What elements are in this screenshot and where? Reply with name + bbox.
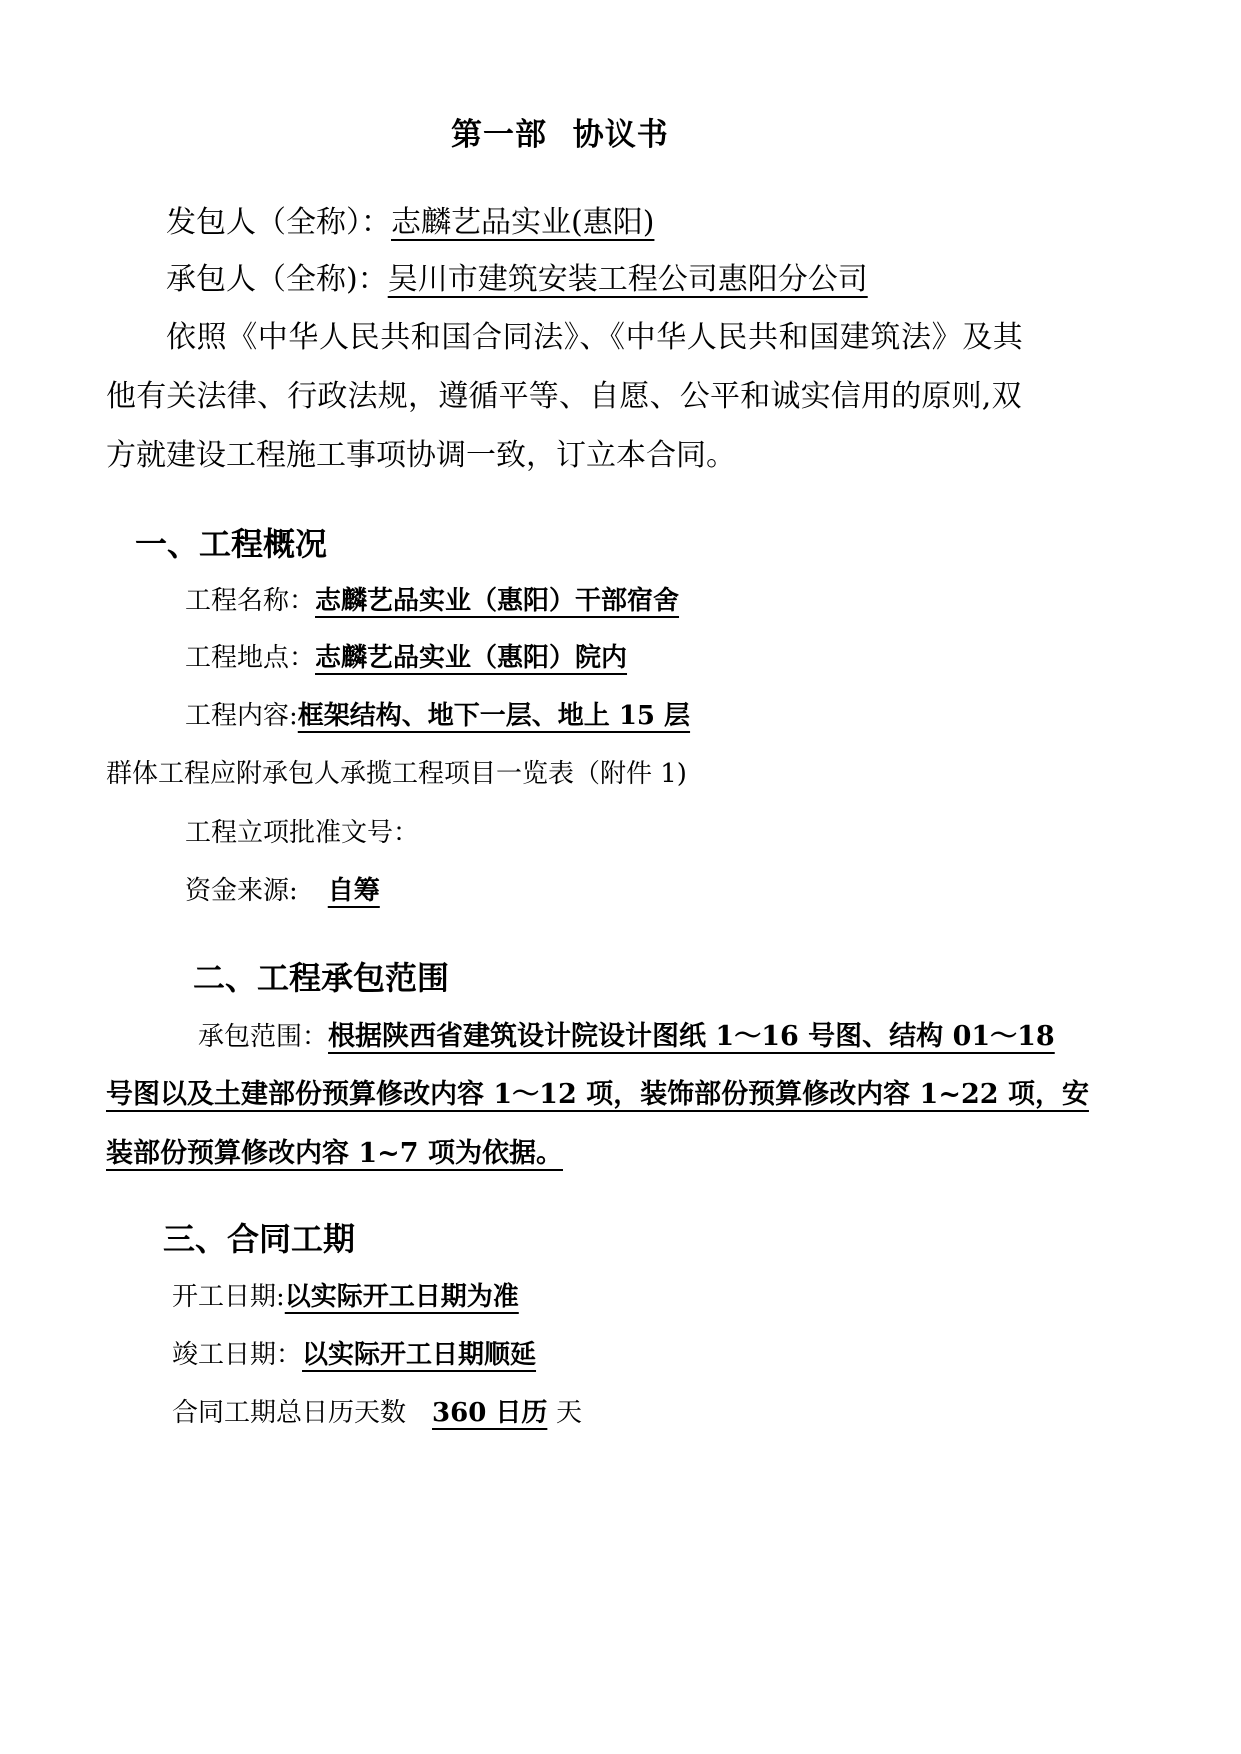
employer-label: 发包人（全称）：: [166, 205, 391, 240]
scope-text-2: 号图以及土建部份预算修改内容 1～12 项，装饰部份预算修改内容 1~22 项，安: [106, 1079, 1089, 1110]
contractor-name: 吴川市建筑安装工程公司惠阳分公司: [387, 262, 868, 297]
project-name-value: 志麟艺品实业（惠阳）干部宿舍: [315, 586, 680, 616]
finish-date-line: [172, 1342, 536, 1368]
employer-line: [166, 205, 655, 240]
start-date-value: 以实际开工日期为准: [284, 1282, 519, 1312]
employer-name: 志麟艺品实业(惠阳): [391, 205, 655, 240]
project-location-value: 志麟艺品实业（惠阳）院内: [315, 643, 628, 673]
start-date-line: [172, 1284, 519, 1310]
contractor-label: 承包人（全称)：: [166, 262, 388, 297]
project-name-label: 工程名称：: [185, 586, 316, 616]
scope-text-1: 根据陕西省建筑设计院设计图纸 1～16 号图、结构 01～18: [328, 1021, 1055, 1052]
scope-line-1: [198, 1023, 1055, 1050]
project-content-value: 框架结构、地下一层、地上 15 层: [297, 701, 691, 731]
project-content-label: 工程内容:: [185, 701, 298, 731]
approval-number-label: 工程立项批准文号：: [185, 818, 420, 848]
contractor-line: [166, 262, 868, 297]
funding-line: [185, 878, 428, 904]
section2-heading: 二、工程承包范围: [193, 959, 450, 997]
total-days-value-text: 360 日历: [432, 1398, 548, 1428]
project-location-line: [185, 645, 627, 671]
finish-date-value: 以实际开工日期顺延: [302, 1340, 537, 1370]
total-days-unit: 天: [556, 1398, 583, 1428]
start-date-label: 开工日期:: [172, 1282, 285, 1312]
total-days-line: [172, 1400, 582, 1426]
project-location-label: 工程地点：: [185, 643, 316, 673]
finish-date-label: 竣工日期：: [172, 1340, 303, 1370]
preamble-line-3: 方就建设工程施工事项协调一致，订立本合同。: [106, 438, 736, 473]
total-days-label: 合同工期总日历天数: [172, 1398, 407, 1428]
funding-label: 资金来源:: [185, 876, 298, 906]
funding-value-text: 自筹: [327, 876, 380, 906]
scope-label: 承包范围：: [198, 1022, 329, 1052]
section3-heading: 三、合同工期: [163, 1220, 356, 1258]
total-days-value: [406, 1400, 556, 1426]
preamble-line-1: 依照《中华人民共和国合同法》、《中华人民共和国建筑法》及其: [166, 320, 1024, 355]
document-title: 第一部 协议书: [451, 117, 669, 153]
group-project-note: 群体工程应附承包人承揽工程项目一览表（附件 1): [106, 759, 687, 789]
project-content-line: [185, 703, 690, 729]
funding-value: [298, 878, 428, 904]
preamble-line-2: 他有关法律、行政法规，遵循平等、自愿、公平和诚实信用的原则,双: [106, 379, 1022, 414]
section1-heading: 一、工程概况: [135, 525, 328, 563]
project-name-line: [185, 588, 679, 614]
scope-text-3: 装部份预算修改内容 1~7 项为依据。: [106, 1138, 563, 1169]
